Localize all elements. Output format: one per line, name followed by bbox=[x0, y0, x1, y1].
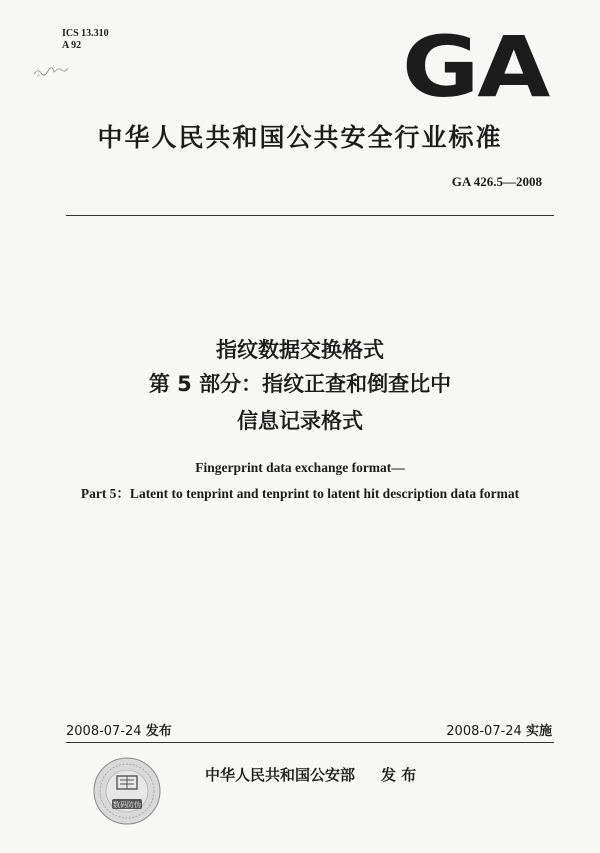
ccs-code: A 92 bbox=[62, 40, 82, 51]
classification-codes bbox=[62, 28, 109, 52]
zh-title-line-2: 第 5 部分：指纹正查和倒查比中 bbox=[148, 372, 452, 396]
ics-code: ICS 13.310 bbox=[62, 28, 109, 39]
seal-text: 数码防伪 bbox=[113, 801, 141, 809]
zh-title-line-3: 信息记录格式 bbox=[237, 409, 363, 433]
anti-counterfeit-seal bbox=[92, 756, 162, 826]
ga-logo bbox=[400, 32, 550, 102]
logo-text: GA bbox=[402, 32, 550, 102]
issue-label: 发 布 bbox=[381, 766, 417, 784]
implement-date: 2008-07-24 bbox=[446, 724, 522, 739]
handwritten-mark bbox=[32, 64, 70, 78]
top-divider bbox=[66, 215, 554, 216]
publish-date: 2008-07-24 bbox=[66, 724, 142, 739]
issuer-name: 中华人民共和国公安部 bbox=[205, 766, 356, 784]
publish-label: 发布 bbox=[145, 724, 172, 739]
organization-title: 中华人民共和国公共安全行业标准 bbox=[97, 123, 503, 152]
zh-title-line-1: 指纹数据交换格式 bbox=[216, 338, 384, 362]
publish-date-block bbox=[66, 720, 172, 739]
standard-number: GA 426.5—2008 bbox=[451, 174, 542, 189]
implement-date-block bbox=[446, 720, 552, 739]
en-title-line-1: Fingerprint data exchange format— bbox=[195, 460, 405, 475]
issuer-line bbox=[205, 764, 416, 785]
implement-label: 实施 bbox=[525, 724, 552, 739]
bottom-divider bbox=[66, 742, 554, 743]
en-title-line-2: Part 5：Latent to tenprint and tenprint to latent hit description data format bbox=[80, 486, 520, 501]
